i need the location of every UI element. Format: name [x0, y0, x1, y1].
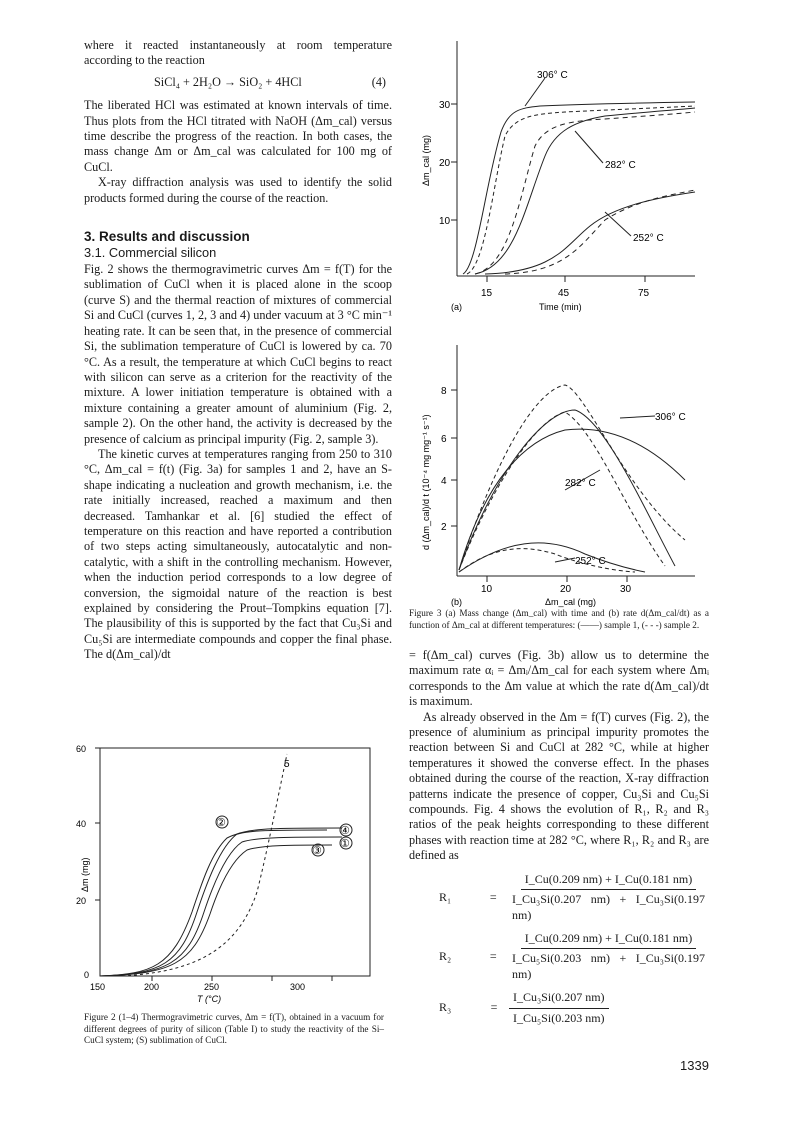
equation-r2: [439, 931, 709, 982]
fig3b-label-282: 282° C: [565, 478, 596, 489]
fig2-label-3: ③: [312, 845, 322, 857]
paragraph-hcl: The liberated HCl was estimated at known intervals of time. Thus plots from the HCl titrated with NaOH (Δm_cal) versus time describe the progress of the reaction. In both cases, the mass change Δm or Δm_cal was calculated for 100 mg of CuCl.: [84, 98, 392, 174]
fig3a-curve-252-s2: [505, 190, 695, 274]
left-column: [84, 38, 392, 663]
fig2-label-4: ④: [340, 825, 350, 837]
r1-equals: =: [489, 889, 497, 904]
r2-numerator: I_Cu(0.209 nm) + I_Cu(0.181 nm): [521, 931, 696, 949]
fig3a-ytick-10: 10: [439, 216, 451, 227]
equation-r3: [439, 990, 709, 1026]
fig2-label-1: ①: [340, 838, 350, 850]
fig2-ytick-60: 60: [76, 744, 87, 754]
figure-2-caption: Figure 2 (1–4) Thermogravimetric curves, Δm = f(T), obtained in a vacuum for different degrees of purity of silicon (Table I) to study the reactivity of the Si–CuCl system; (S) sublimation of CuCl.: [84, 1012, 384, 1045]
paragraph-intro: where it reacted instantaneously at room temperature according to the reaction: [84, 38, 392, 68]
fig3a-curve-282-s1: [475, 108, 695, 274]
fig3b-label-252: 252° C: [575, 556, 606, 567]
subsection-heading: 3.1. Commercial silicon: [84, 245, 217, 261]
r2-denominator: I_Cu₅Si(0.203 nm) + I_Cu₃Si(0.197 nm): [512, 951, 705, 981]
fig3b-xtick-20: 20: [560, 584, 572, 595]
fig3a-curve-282-s2: [475, 112, 695, 274]
fig3b-ylabel: d (Δm_cal)/d t (10⁻⁴ mg mg⁻¹ s⁻¹): [421, 414, 431, 550]
figure-3-caption: Figure 3 (a) Mass change (Δm_cal) with time and (b) rate d(Δm_cal/dt) as a function of Δm_cal at different temperatures: (——) sample 1, (- - -) sample 2.: [409, 608, 709, 630]
fig3b-curve-282-s1: [459, 410, 675, 570]
r1-numerator: I_Cu(0.209 nm) + I_Cu(0.181 nm): [521, 872, 696, 890]
fig3b-xlabel: Δm_cal (mg): [545, 597, 597, 607]
fig2-ytick-20: 20: [76, 896, 87, 906]
r3-denominator: I_Cu₅Si(0.203 nm): [513, 1010, 605, 1025]
r2-equals: =: [489, 948, 497, 963]
equation-number: (4): [371, 74, 386, 89]
fig3b-ytick-2: 2: [441, 522, 447, 533]
paragraph-observed: As already observed in the Δm = f(T) curves (Fig. 2), the presence of aluminium as principal impurity promotes the reaction between Si and CuCl at 282 °C, while at higher temperatures it showed the converse effect. In the phases obtained during the course of the reaction, X-ray diffraction patterns indicate the presence of copper, Cu₃Si and Cu₅Si compounds. Fig. 4 shows the evolution of R₁, R₂ and R₃ ratios of the peak heights corresponding to these different phases with reaction time at 282 °C, where R₁, R₂ and R₃ are defined as: [409, 709, 709, 863]
fig3a-label-306: 306° C: [537, 70, 568, 81]
equation-4: [84, 75, 392, 90]
fig3a-label-282: 282° C: [605, 160, 636, 171]
fig3a-label-252: 252° C: [633, 233, 664, 244]
fig2-ytick-0: 0: [84, 970, 90, 980]
fig3a-xtick-15: 15: [481, 288, 493, 299]
paragraph-xray: X-ray diffraction analysis was used to identify the solid products formed during the course of the reaction.: [84, 175, 392, 205]
fig2-ytick-40: 40: [76, 819, 87, 829]
fig3b-ytick-8: 8: [441, 386, 447, 397]
fig3b-curve-252-s1: [459, 543, 645, 572]
curve-1: [100, 837, 342, 976]
fig3b-xtick-30: 30: [620, 584, 632, 595]
fig2-xtick-300: 300: [290, 982, 306, 992]
fig2-ylabel: Δm (mg): [80, 857, 90, 892]
fig2-xtick-150: 150: [90, 982, 106, 992]
fig3b-label-306: 306° C: [655, 412, 686, 423]
fig3a-ylabel: Δm_cal (mg): [421, 134, 431, 186]
r3-numerator: I_Cu₃Si(0.207 nm): [509, 990, 609, 1008]
figure-3a: [405, 36, 725, 326]
figure-2: [62, 742, 392, 1007]
fig2-xtick-200: 200: [144, 982, 160, 992]
r3-lhs: R₃: [439, 1000, 452, 1015]
paragraph-kinetic: The kinetic curves at temperatures ranging from 250 to 310 °C, Δm_cal = f(t) (Fig. 3a) for samples 1 and 2, have an S-shape indicating a nucleation and growth mechanism, i.e. the rate initially increased, reached a maximum and then decreased. Tamhankar et al. [6] studied the effect of temperature on this reaction and have reported a contribution of two steps acting simultaneously, autocatalytic and non-catalytic, with a shift in the controlling mechanism. However, when the induction period corresponds to a low degree of conversion, the sigmoidal nature of the reaction is best explained by considering the Prout–Tompkins equation [7]. The plausibility of this is supported by the fact that Cu₃Si and Cu₅Si are intermediate compounds and copper the final phase. The d(Δm_cal)/dt: [84, 446, 392, 662]
section-heading: 3. Results and discussion: [84, 229, 250, 245]
fig3a-curve-306-s1: [463, 102, 695, 274]
fig2-xtick-250: 250: [204, 982, 220, 992]
figure-3b: [405, 340, 725, 608]
right-column: [409, 648, 709, 1034]
curve-s: [122, 754, 287, 976]
fig2-label-s: 5: [284, 759, 290, 770]
curve-3: [100, 845, 332, 976]
fig3b-panel-label: (b): [451, 597, 462, 607]
r2-lhs: R₂: [439, 948, 452, 963]
fig3a-ytick-20: 20: [439, 158, 451, 169]
r1-denominator: I_Cu₃Si(0.207 nm) + I_Cu₃Si(0.197 nm): [512, 892, 705, 922]
fig3a-xlabel: Time (min): [539, 302, 582, 312]
fig3a-xtick-45: 45: [558, 288, 570, 299]
paragraph-continued: = f(Δm_cal) curves (Fig. 3b) allow us to determine the maximum rate αᵢ = Δmᵢ/Δm_cal for each system where Δmᵢ corresponds to the Δm value at which the rate d(Δm_cal)/dt is maximum.: [409, 648, 709, 709]
paragraph-fig2: Fig. 2 shows the thermogravimetric curves Δm = f(T) for the sublimation of CuCl when it is placed alone in the scoop (curve S) and the thermal reaction of mixtures of commercial Si and CuCl (curves 1, 2, 3 and 4) under vacuum at 3 °C min⁻¹ heating rate. It can be seen that, in the presence of commercial Si, the sublimation temperature of CuCl is lowered by ca. 70 °C. As a result, the temperature at which CuCl begins to react with silicon can serve as a criterion for the reactivity of the mixture. A lower initiation temperature is obtained with a mixture containing a greater amount of aluminium (Fig. 2, sample 2). On the other hand, the activity is decreased by the presence of calcium as principal impurity (Fig. 2, sample 3).: [84, 262, 392, 446]
curve-4: [100, 828, 342, 976]
fig3b-curve-282-s2: [459, 412, 665, 570]
fig2-xlabel: T (°C): [197, 994, 222, 1004]
fig3a-xtick-75: 75: [638, 288, 650, 299]
fig3b-curve-252-s2: [459, 549, 635, 572]
fig3a-panel-label: (a): [451, 302, 462, 312]
fig3a-ytick-30: 30: [439, 100, 451, 111]
page-number: 1339: [680, 1058, 709, 1073]
equation-r1: [439, 872, 709, 923]
fig3b-ytick-4: 4: [441, 476, 447, 487]
equation-text: SiCl₄ + 2H₂O → SiO₂ + 4HCl: [154, 74, 302, 89]
fig3b-xtick-10: 10: [481, 584, 493, 595]
r1-lhs: R₁: [439, 889, 452, 904]
r3-equals: =: [490, 1000, 498, 1015]
fig3b-ytick-6: 6: [441, 434, 447, 445]
fig2-label-2: ②: [216, 817, 226, 829]
